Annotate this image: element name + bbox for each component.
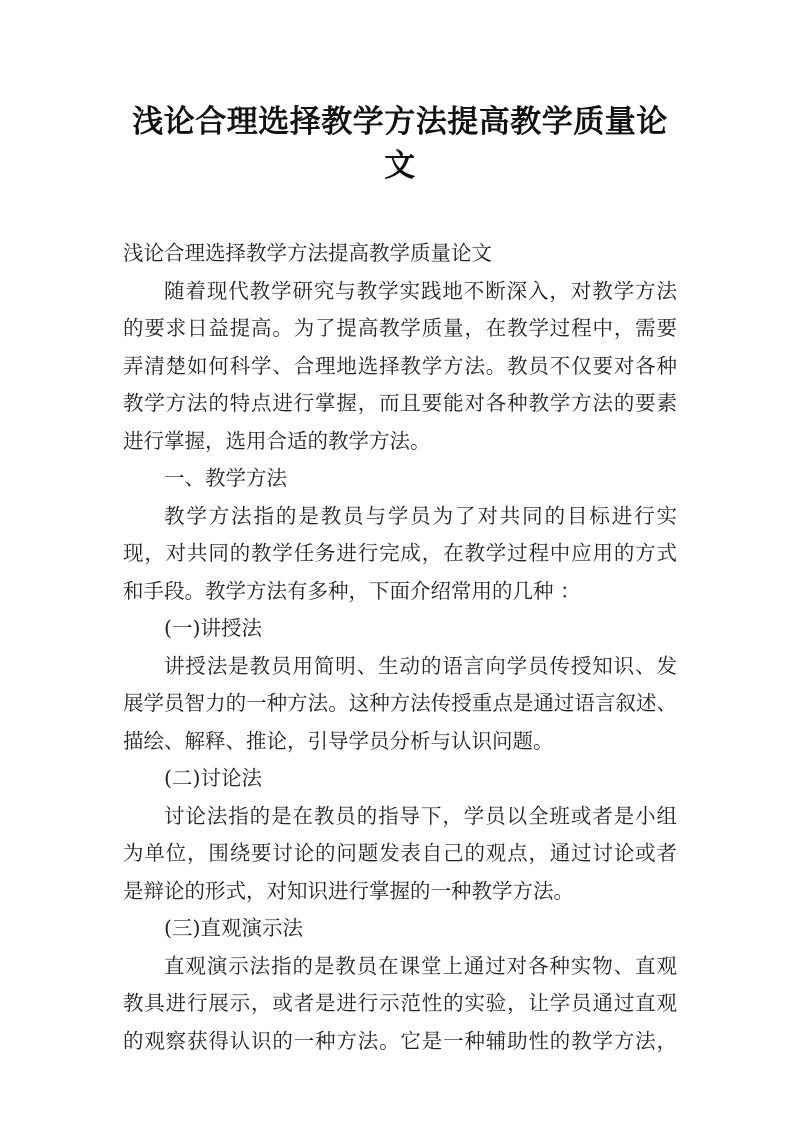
document-body — [123, 235, 677, 1060]
text-line: (一)讲授法 — [164, 616, 262, 640]
text-line: (二)讨论法 — [164, 766, 262, 790]
text-line: 随着现代教学研究与教学实践地不断深入，对教学方法 — [164, 278, 677, 303]
text-line: 教具进行展示，或者是进行示范性的实验，让学员通过直观 — [123, 991, 677, 1015]
document-title: 浅论合理选择教学方法提高教学质量论文 — [132, 104, 668, 184]
text-line: 的观察获得认识的一种方法。它是一种辅助性的教学方法， — [123, 1028, 677, 1053]
text-line: 展学员智力的一种方法。这种方法传授重点是通过语言叙述、 — [123, 691, 677, 715]
text-line: 的要求日益提高。为了提高教学质量，在教学过程中，需要 — [123, 316, 677, 340]
text-line: 讨论法指的是在教员的指导下，学员以全班或者是小组 — [164, 803, 677, 828]
text-line: 教学方法指的是教员与学员为了对共同的目标进行实 — [164, 503, 677, 528]
text-line: 现，对共同的教学任务进行完成，在教学过程中应用的方式 — [123, 541, 677, 565]
text-line: 直观演示法指的是教员在课堂上通过对各种实物、直观 — [164, 953, 677, 978]
text-line: 讲授法是教员用简明、生动的语言向学员传授知识、发 — [164, 653, 677, 678]
text-line: (三)直观演示法 — [164, 916, 303, 940]
text-line: 是辩论的形式，对知识进行掌握的一种教学方法。 — [123, 878, 574, 903]
text-line: 描绘、解释、推论，引导学员分析与认识问题。 — [123, 728, 554, 753]
text-line: 进行掌握，选用合适的教学方法。 — [123, 428, 431, 453]
text-line: 教学方法的特点进行掌握，而且要能对各种教学方法的要素 — [123, 391, 677, 415]
text-line: 浅论合理选择教学方法提高教学质量论文 — [123, 241, 492, 265]
text-line: 和手段。教学方法有多种，下面介绍常用的几种 ： — [123, 578, 581, 603]
text-line: 为单位，围绕要讨论的问题发表自己的观点，通过讨论或者 — [123, 841, 677, 865]
text-line: 弄清楚如何科学、合理地选择教学方法。教员不仅要对各种 — [123, 353, 677, 378]
text-line: 一、教学方法 — [164, 466, 287, 490]
